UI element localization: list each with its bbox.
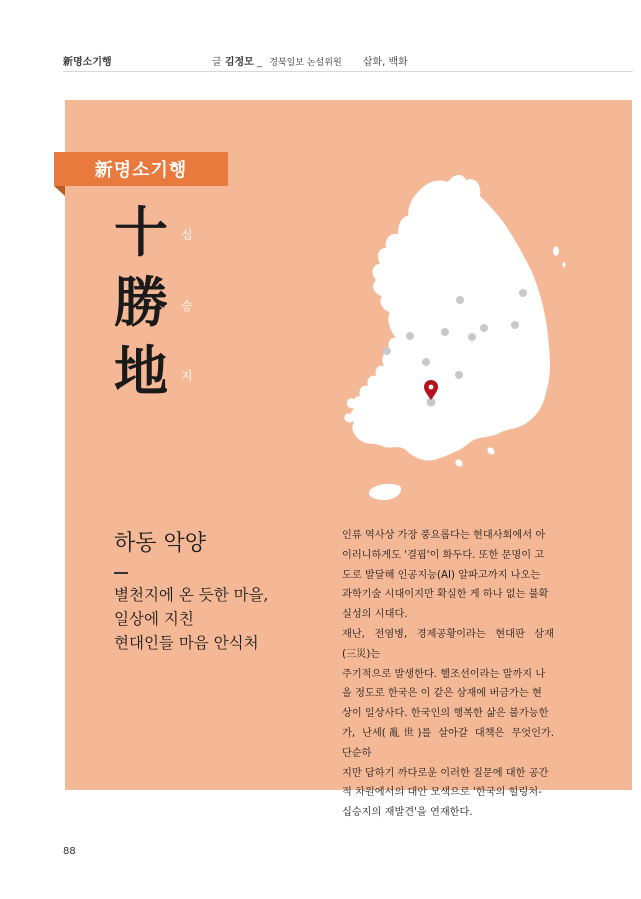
map-dot bbox=[511, 321, 519, 329]
map-dot bbox=[406, 332, 414, 340]
korea-map bbox=[330, 160, 570, 520]
body-line: 적 차원에서의 대안 모색으로 '한국의 힐링처- bbox=[342, 787, 542, 799]
byline-role: 경북일보 논설위원 bbox=[269, 58, 342, 68]
subtitle-line: 일상에 지친 bbox=[114, 610, 194, 628]
hanja-char-2: 勝 bbox=[114, 270, 168, 334]
body-line: 주기적으로 발생한다. 헬조선이라는 말까지 나 bbox=[342, 668, 546, 680]
title-dash bbox=[114, 572, 128, 574]
hanja-ruby-1: 십 bbox=[181, 228, 193, 242]
body-line: 지만 답하기 까다로운 이러한 질문에 대한 공간 bbox=[342, 767, 549, 779]
byline-author: 김정모 bbox=[224, 57, 254, 68]
byline-separator: _ bbox=[257, 57, 263, 68]
section-tag: 新명소기행 bbox=[54, 152, 228, 186]
map-dot bbox=[383, 347, 391, 355]
map-dot bbox=[456, 296, 464, 304]
byline-prefix: 글 bbox=[212, 57, 222, 68]
body-line: 이러니하게도 '결핍'이 화두다. 또한 문명이 고 bbox=[342, 549, 545, 561]
body-line: 과학기술 시대이지만 확실한 게 하나 없는 불확 bbox=[342, 589, 549, 601]
subtitle-line: 현대인들 마음 안식처 bbox=[114, 634, 259, 652]
header-rule bbox=[63, 71, 633, 72]
body-line: 올 정도로 한국은 이 같은 삼재에 버금가는 현 bbox=[342, 688, 542, 700]
map-dot bbox=[519, 289, 527, 297]
body-line: 재난, 전염병, 경제공황이라는 현대판 삼재(三災)는 bbox=[342, 628, 554, 660]
body-line: 가, 난세(亂世)를 살아갈 대책은 무엇인가. 단순하 bbox=[342, 727, 554, 759]
map-dot bbox=[441, 328, 449, 336]
page-number: 88 bbox=[63, 846, 76, 857]
hanja-char-3: 地 bbox=[114, 339, 168, 403]
article-lede bbox=[342, 526, 554, 823]
map-dot bbox=[480, 324, 488, 332]
tag-fold bbox=[54, 186, 65, 196]
byline-illustration: 삽화, 백화 bbox=[362, 57, 408, 68]
hanja-ruby-2: 승 bbox=[181, 299, 193, 313]
place-title: 하동 악양 bbox=[114, 531, 207, 556]
korea-landmass bbox=[344, 175, 565, 500]
body-line: 상이 일상사다. 한국인의 행복한 삶은 불가능한 bbox=[342, 708, 549, 720]
body-line: 실성의 시대다. bbox=[342, 609, 408, 621]
map-dot bbox=[422, 358, 430, 366]
map-dot bbox=[455, 371, 463, 379]
body-line: 인류 역사상 가장 풍요롭다는 현대사회에서 아 bbox=[342, 530, 546, 541]
hanja-ruby-3: 지 bbox=[181, 369, 193, 383]
running-header-section: 新명소기행 bbox=[63, 57, 112, 68]
body-line: 십승지의 재발견'을 연재한다. bbox=[342, 807, 473, 819]
map-dot bbox=[468, 333, 476, 341]
subtitle-line: 별천지에 온 듯한 마을, bbox=[114, 586, 269, 604]
byline bbox=[212, 53, 408, 68]
hanja-char-1: 十 bbox=[114, 200, 168, 264]
body-line: 도로 발달해 인공지능(AI) 알파고까지 나오는 bbox=[342, 569, 541, 581]
